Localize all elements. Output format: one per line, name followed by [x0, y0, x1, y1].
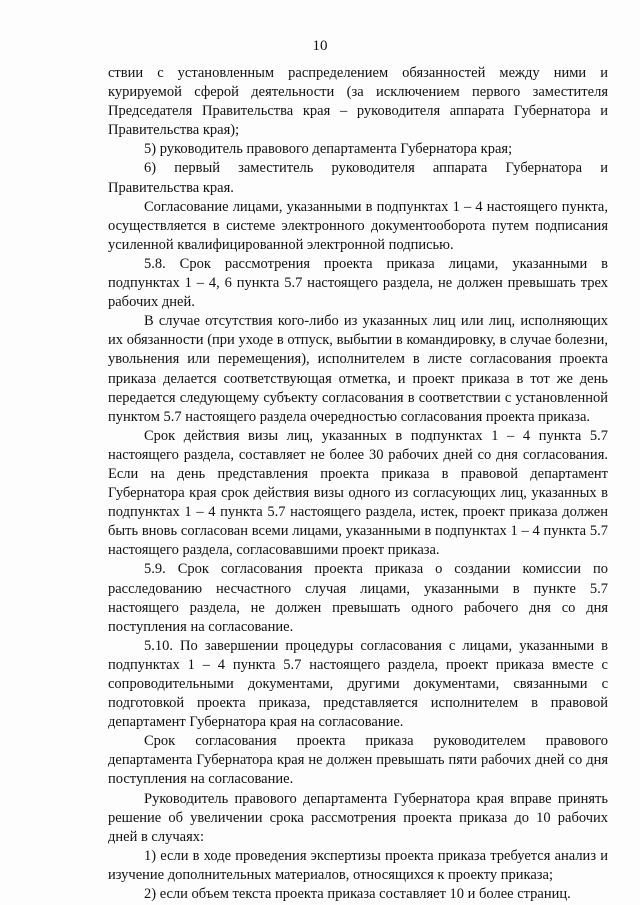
paragraph-section-5-8: 5.8. Срок рассмотрения проекта приказа лицами, указанными в подпунктах 1 – 4, 6 пункта 5.7 настоящего раздела, не должен превышать трех рабочих дней. [108, 255, 608, 311]
paragraph-legal-dept-term: Срок согласования проекта приказа руководителем правового департамента Губернатора края не должен превышать пяти рабочих дней со дня поступления на согласование. [108, 733, 608, 788]
paragraph-visa-validity: Срок действия визы лиц, указанных в подпунктах 1 – 4 пункта 5.7 настоящего раздела, составляет не более 30 рабочих дней со дня согласования. Если на день представления проекта приказа в правовой департамент Губернатора края срок действия визы одного из согласующих лиц, указанных в подпунктах 1 – 4 пункта 5.7 настоящего раздела, истек, проект приказа должен быть вновь согласован всеми лицами, указанными в подпунктах 1 – 4 пункта 5.7 настоящего раздела, согласовавшими проект приказа. [108, 427, 608, 559]
paragraph-item-6: 6) первый заместитель руководителя аппарата Губернатора и Правительства края. [108, 160, 608, 196]
paragraph-electronic-approval: Согласование лицами, указанными в подпунктах 1 – 4 настоящего пункта, осуществляется в системе электронного документооборота путем подписания усиленной квалифицированной электронной подписью. [108, 198, 608, 253]
paragraph-section-5-10: 5.10. По завершении процедуры согласования с лицами, указанными в подпунктах 1 – 4 пункта 5.7 настоящего раздела, проект приказа вместе с сопроводительными документами, другими документами, связанными с подготовкой проекта приказа, представляется исполнителем в правовой департамент Губернатора края на согласование. [108, 637, 608, 731]
document-body [108, 64, 608, 904]
paragraph-absence-procedure: В случае отсутствия кого-либо из указанных лиц или лиц, исполняющих их обязанности (при уходе в отпуск, выбытии в командировку, в случае болезни, увольнения или перемещения), исполнителем в листе согласования проекта приказа делается соответствующая отметка, и проект приказа в тот же день передается следующему субъекту согласования в соответствии с установленной пунктом 5.7 настоящего раздела очередностью согласования проекта приказа. [108, 313, 608, 425]
page-number: 10 [312, 38, 328, 54]
paragraph-section-5-9: 5.9. Срок согласования проекта приказа о создании комиссии по расследованию несчастного случая лицами, указанными в пункте 5.7 настоящего раздела, не должен превышать одного рабочего дня со дня поступления на согласование. [108, 561, 608, 635]
paragraph-term-extension: Руководитель правового департамента Губернатора края вправе принять решение об увеличении срока рассмотрения проекта приказа до 10 рабочих дней в случаях: [108, 790, 608, 845]
paragraph-item-5: 5) руководитель правового департамента Губернатора края; [144, 141, 513, 158]
paragraph-case-1: 1) если в ходе проведения экспертизы проекта приказа требуется анализ и изучение дополнительных материалов, относящихся к проекту приказа; [108, 847, 608, 883]
paragraph-case-2: 2) если объем текста проекта приказа составляет 10 и более страниц. [144, 886, 571, 903]
paragraph-continuation: ствии с установленным распределением обязанностей между ними и курируемой сферой деятельности (за исключением первого заместителя Председателя Правительства края – руководителя аппарата Губернатора и Правительства края); [108, 65, 608, 139]
